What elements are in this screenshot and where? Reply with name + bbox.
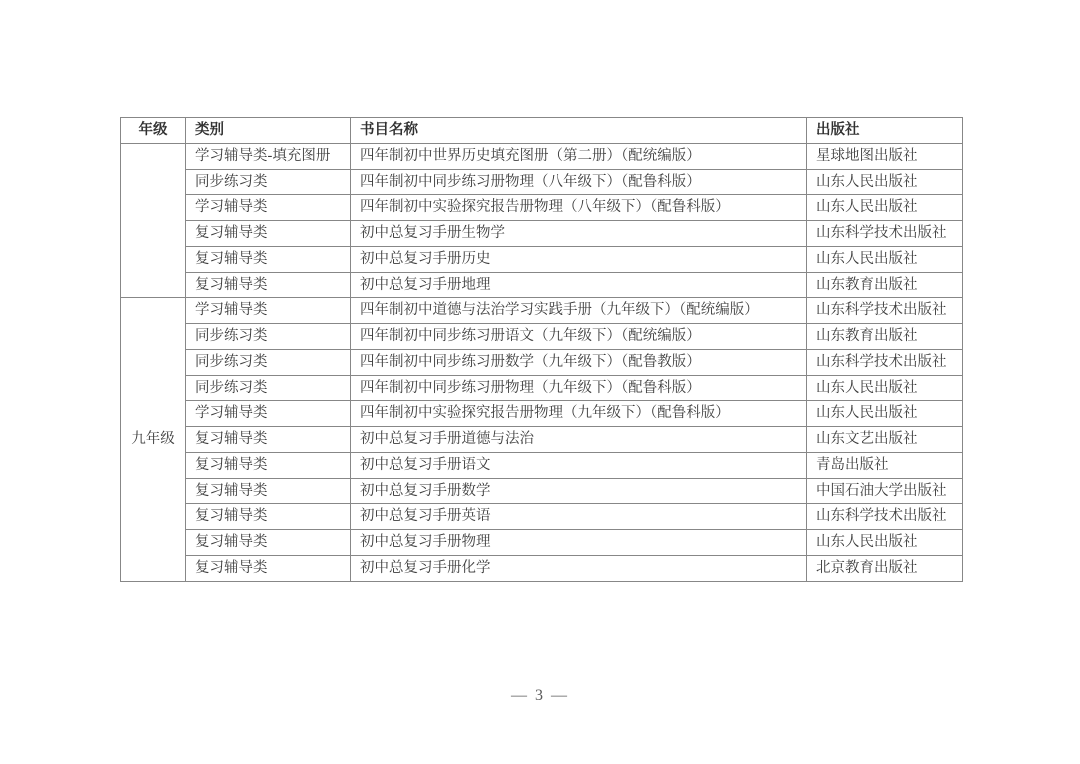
cell-category: 同步练习类 bbox=[186, 349, 351, 375]
cell-book-title: 初中总复习手册地理 bbox=[351, 272, 807, 298]
cell-publisher: 山东科学技术出版社 bbox=[807, 221, 963, 247]
cell-category: 学习辅导类-填充图册 bbox=[186, 143, 351, 169]
cell-book-title: 初中总复习手册化学 bbox=[351, 555, 807, 581]
column-header-1: 类别 bbox=[186, 118, 351, 144]
cell-publisher: 山东科学技术出版社 bbox=[807, 349, 963, 375]
table-row bbox=[121, 272, 963, 298]
table-body bbox=[121, 143, 963, 581]
table-row bbox=[121, 401, 963, 427]
cell-publisher: 山东教育出版社 bbox=[807, 324, 963, 350]
cell-book-title: 初中总复习手册数学 bbox=[351, 478, 807, 504]
booklist-table bbox=[120, 117, 963, 582]
cell-publisher: 北京教育出版社 bbox=[807, 555, 963, 581]
cell-book-title: 四年制初中同步练习册数学（九年级下）（配鲁教版） bbox=[351, 349, 807, 375]
table-row bbox=[121, 143, 963, 169]
cell-publisher: 山东人民出版社 bbox=[807, 530, 963, 556]
cell-category: 复习辅导类 bbox=[186, 221, 351, 247]
table-row bbox=[121, 221, 963, 247]
cell-category: 学习辅导类 bbox=[186, 298, 351, 324]
table-row bbox=[121, 246, 963, 272]
table-row bbox=[121, 375, 963, 401]
cell-category: 复习辅导类 bbox=[186, 504, 351, 530]
cell-publisher: 山东人民出版社 bbox=[807, 246, 963, 272]
cell-publisher: 山东人民出版社 bbox=[807, 401, 963, 427]
table-row bbox=[121, 349, 963, 375]
table-row bbox=[121, 324, 963, 350]
column-header-0: 年级 bbox=[121, 118, 186, 144]
grade-cell: 九年级 bbox=[121, 298, 186, 581]
cell-book-title: 初中总复习手册英语 bbox=[351, 504, 807, 530]
cell-publisher: 山东科学技术出版社 bbox=[807, 298, 963, 324]
cell-publisher: 青岛出版社 bbox=[807, 452, 963, 478]
cell-publisher: 中国石油大学出版社 bbox=[807, 478, 963, 504]
table-row bbox=[121, 298, 963, 324]
table-row bbox=[121, 427, 963, 453]
cell-publisher: 山东教育出版社 bbox=[807, 272, 963, 298]
table-row bbox=[121, 195, 963, 221]
cell-category: 复习辅导类 bbox=[186, 478, 351, 504]
table-row bbox=[121, 452, 963, 478]
cell-category: 复习辅导类 bbox=[186, 427, 351, 453]
cell-book-title: 四年制初中同步练习册物理（八年级下）（配鲁科版） bbox=[351, 169, 807, 195]
grade-cell bbox=[121, 143, 186, 298]
cell-category: 复习辅导类 bbox=[186, 272, 351, 298]
table-row bbox=[121, 169, 963, 195]
table-row bbox=[121, 555, 963, 581]
column-header-3: 出版社 bbox=[807, 118, 963, 144]
cell-category: 复习辅导类 bbox=[186, 530, 351, 556]
cell-book-title: 四年制初中同步练习册语文（九年级下）（配统编版） bbox=[351, 324, 807, 350]
cell-book-title: 初中总复习手册道德与法治 bbox=[351, 427, 807, 453]
cell-book-title: 初中总复习手册生物学 bbox=[351, 221, 807, 247]
table-header bbox=[121, 118, 963, 144]
table-row bbox=[121, 504, 963, 530]
cell-category: 同步练习类 bbox=[186, 375, 351, 401]
cell-book-title: 四年制初中实验探究报告册物理（八年级下）（配鲁科版） bbox=[351, 195, 807, 221]
cell-book-title: 四年制初中道德与法治学习实践手册（九年级下）（配统编版） bbox=[351, 298, 807, 324]
cell-category: 同步练习类 bbox=[186, 324, 351, 350]
cell-book-title: 四年制初中实验探究报告册物理（九年级下）（配鲁科版） bbox=[351, 401, 807, 427]
cell-book-title: 初中总复习手册物理 bbox=[351, 530, 807, 556]
cell-publisher: 山东文艺出版社 bbox=[807, 427, 963, 453]
header-row bbox=[121, 118, 963, 144]
cell-category: 复习辅导类 bbox=[186, 555, 351, 581]
cell-publisher: 星球地图出版社 bbox=[807, 143, 963, 169]
cell-book-title: 四年制初中同步练习册物理（九年级下）（配鲁科版） bbox=[351, 375, 807, 401]
page-number: — 3 — bbox=[511, 687, 569, 704]
cell-publisher: 山东人民出版社 bbox=[807, 195, 963, 221]
table-row bbox=[121, 530, 963, 556]
cell-category: 学习辅导类 bbox=[186, 401, 351, 427]
cell-book-title: 四年制初中世界历史填充图册（第二册）（配统编版） bbox=[351, 143, 807, 169]
cell-publisher: 山东人民出版社 bbox=[807, 169, 963, 195]
cell-category: 同步练习类 bbox=[186, 169, 351, 195]
column-header-2: 书目名称 bbox=[351, 118, 807, 144]
cell-publisher: 山东人民出版社 bbox=[807, 375, 963, 401]
cell-book-title: 初中总复习手册历史 bbox=[351, 246, 807, 272]
cell-category: 复习辅导类 bbox=[186, 246, 351, 272]
cell-category: 复习辅导类 bbox=[186, 452, 351, 478]
cell-book-title: 初中总复习手册语文 bbox=[351, 452, 807, 478]
table-row bbox=[121, 478, 963, 504]
cell-publisher: 山东科学技术出版社 bbox=[807, 504, 963, 530]
cell-category: 学习辅导类 bbox=[186, 195, 351, 221]
